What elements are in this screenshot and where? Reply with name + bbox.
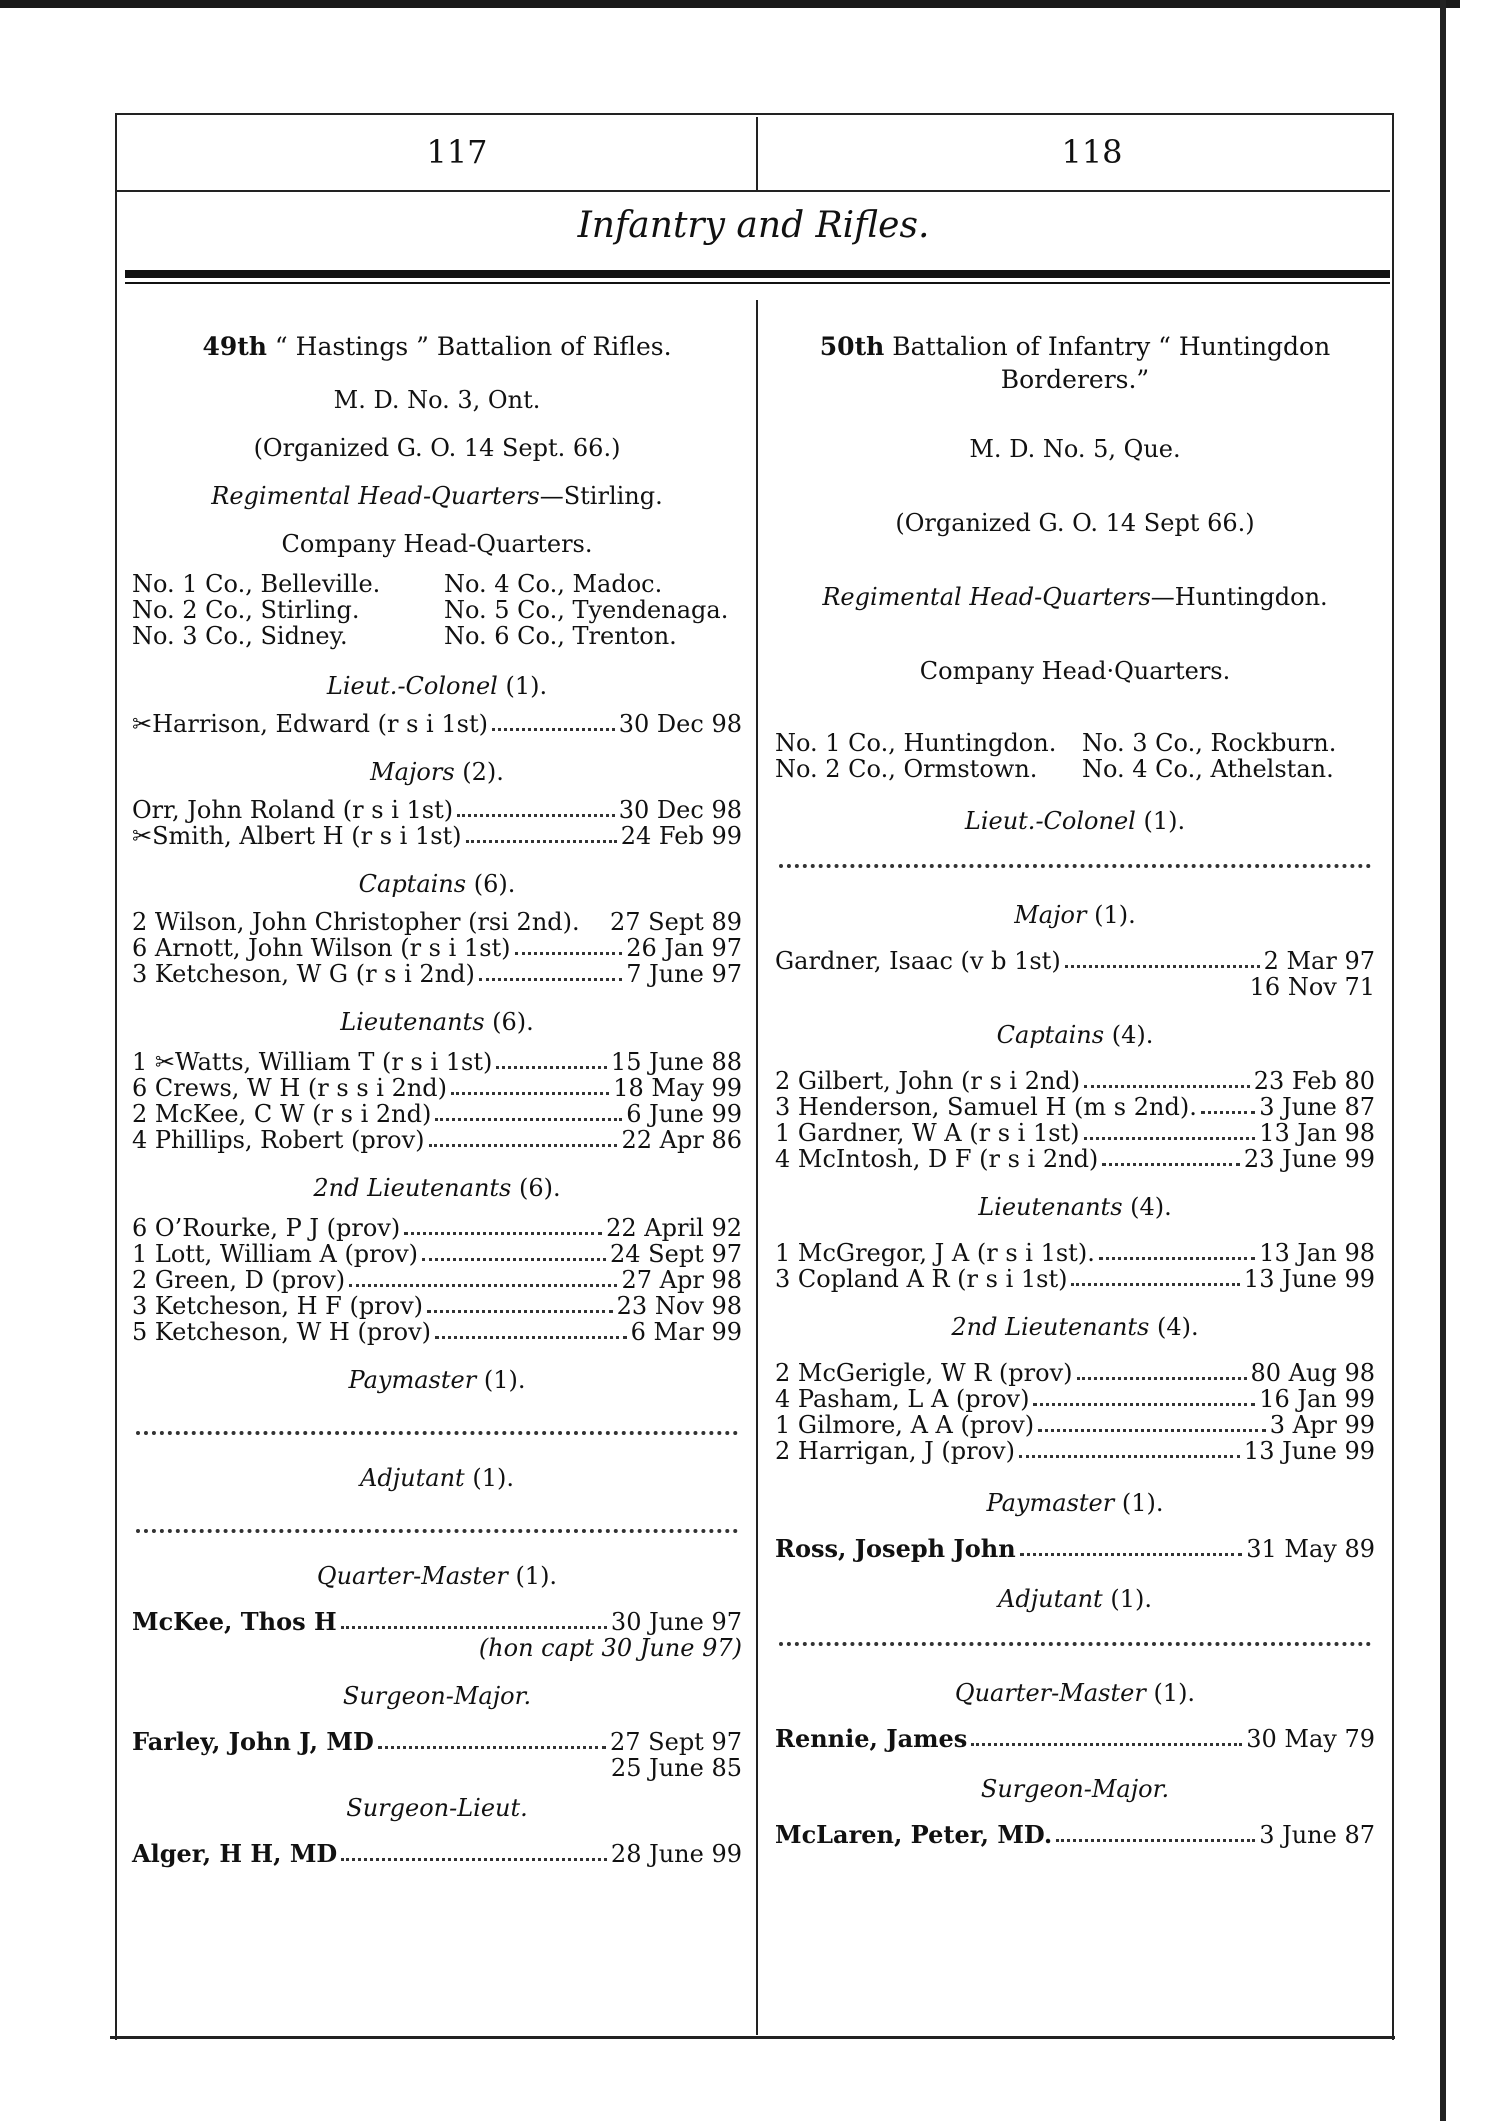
entry-date: 28 June 99 (610, 1840, 742, 1868)
entry-date: 30 June 97 (610, 1608, 742, 1636)
quartermaster-heading-label: Quarter-Master (954, 1679, 1146, 1707)
lt-col-heading (132, 673, 742, 699)
second-lieutenant-entry (132, 1319, 742, 1345)
second-lieutenant-entry (775, 1386, 1375, 1412)
entry-date: 6 June 99 (626, 1100, 742, 1128)
entry-date: 23 June 99 (1243, 1145, 1375, 1173)
quartermaster-entry (775, 1726, 1375, 1752)
captains-list (132, 909, 742, 987)
second-lieutenants-heading-label: 2nd Lieutenants (951, 1313, 1150, 1341)
paymaster-heading-count: (1). (483, 1366, 526, 1394)
second-lieutenant-entry (132, 1215, 742, 1241)
company-item: No. 1 Co., Huntingdon. (775, 729, 1057, 757)
major-entry (132, 823, 742, 849)
company-item: No. 4 Co., Athelstan. (1082, 755, 1334, 783)
battalion-name: Battalion of Infantry “ Huntingdon Borderers.” (892, 332, 1331, 394)
company-item: No. 4 Co., Madoc. (444, 570, 663, 598)
captain-entry (775, 1146, 1375, 1172)
battalion-number: 50th (819, 332, 885, 361)
regimental-hq-label: Regimental Head-Quarters (822, 583, 1151, 611)
entry-name: Alger, H H, MD (132, 1839, 338, 1868)
entry-date: 18 May 99 (613, 1074, 742, 1102)
regimental-hq (775, 584, 1375, 610)
surgeon-major-entry (132, 1729, 742, 1755)
second-lieutenant-entry (132, 1241, 742, 1267)
company-list (775, 730, 1375, 782)
adjutant-heading (132, 1465, 742, 1491)
quartermaster-entry (132, 1609, 742, 1635)
battalion-name: “ Hastings ” Battalion of Rifles. (274, 332, 672, 361)
second-lieutenants-heading (775, 1314, 1375, 1340)
captain-entry (132, 935, 742, 961)
lieutenants-heading-label: Lieutenants (340, 1008, 485, 1036)
second-lieutenants-list (775, 1360, 1375, 1464)
entry-name: 2 Gilbert, John (r s i 2nd) (775, 1067, 1081, 1095)
second-lieutenants-heading-label: 2nd Lieutenants (313, 1174, 512, 1202)
entry-date: 23 Nov 98 (616, 1292, 742, 1320)
entry-name: 2 Harrigan, J (prov) (775, 1437, 1015, 1465)
entry-name: 6 Crews, W H (r s s i 2nd) (132, 1074, 448, 1102)
entry-date: 6 Mar 99 (630, 1318, 742, 1346)
entry-name: 6 Arnott, John Wilson (r s i 1st) (132, 934, 511, 962)
lt-col-entry (132, 711, 742, 737)
company-item: No. 3 Co., Sidney. (132, 622, 348, 650)
paymaster-heading (775, 1490, 1375, 1516)
page-number-right: 118 (1061, 133, 1123, 171)
majors-heading (132, 759, 742, 785)
entry-name: 2 Green, D (prov) (132, 1266, 346, 1294)
entry-date: 3 Apr 99 (1269, 1411, 1375, 1439)
entry-date: 27 Sept 89 (610, 908, 742, 936)
lieutenant-entry (775, 1266, 1375, 1292)
paymaster-entry (775, 1536, 1375, 1562)
entry-date: 7 June 97 (626, 960, 742, 988)
company-list (132, 571, 742, 649)
page-number-left: 117 (426, 133, 488, 171)
entry-date: 22 Apr 86 (621, 1126, 742, 1154)
lieutenants-heading (775, 1194, 1375, 1220)
captains-heading-count: (4). (1111, 1021, 1154, 1049)
lieutenant-entry (132, 1101, 742, 1127)
surgeon-major-heading: Surgeon-Major. (980, 1775, 1170, 1803)
lt-col-heading-label: Lieut.-Colonel (326, 672, 498, 700)
surgeon-lieut-entry (132, 1841, 742, 1867)
quartermaster-heading-count: (1). (1153, 1679, 1196, 1707)
second-lieutenants-heading-count: (4). (1157, 1313, 1199, 1341)
company-item: No. 5 Co., Tyendenaga. (444, 596, 729, 624)
captain-entry (132, 961, 742, 987)
surgeon-major-second-date: 25 June 85 (610, 1754, 742, 1782)
entry-date: 13 June 99 (1243, 1265, 1375, 1293)
captain-entry (132, 909, 742, 935)
top-border-line (0, 0, 1460, 8)
entry-date: 30 May 79 (1246, 1725, 1375, 1753)
section-headline: Infantry and Rifles. (577, 205, 930, 246)
lieutenants-heading-count: (6). (492, 1008, 534, 1036)
entry-name: 1 ✂Watts, William T (r s i 1st) (132, 1048, 493, 1076)
adjutant-heading-label: Adjutant (360, 1464, 465, 1492)
entry-date: 30 Dec 98 (618, 710, 742, 738)
captains-heading (132, 871, 742, 897)
major-second-date: 16 Nov 71 (1249, 973, 1375, 1001)
entry-date: 13 Jan 98 (1259, 1119, 1375, 1147)
right-column-50th-battalion (775, 330, 1375, 1848)
adjutant-vacant-line (136, 1517, 738, 1533)
entry-name: McLaren, Peter, MD. (775, 1820, 1053, 1849)
entry-name: 1 Lott, William A (prov) (132, 1240, 419, 1268)
lieutenant-entry (775, 1240, 1375, 1266)
lieutenants-list (775, 1240, 1375, 1292)
entry-name: 3 Henderson, Samuel H (m s 2nd). (775, 1093, 1197, 1121)
entry-name: Gardner, Isaac (v b 1st) (775, 947, 1061, 975)
company-item: No. 3 Co., Rockburn. (1082, 729, 1337, 757)
lt-col-heading-count: (1). (505, 672, 548, 700)
adjutant-heading (775, 1586, 1375, 1612)
regimental-hq (132, 483, 742, 509)
entry-name: Farley, John J, MD (132, 1727, 374, 1756)
major-heading-label: Major (1014, 901, 1087, 929)
major-heading-count: (1). (1094, 901, 1136, 929)
entry-name: 6 O’Rourke, P J (prov) (132, 1214, 401, 1242)
entry-date: 27 Apr 98 (621, 1266, 742, 1294)
company-item: No. 6 Co., Trenton. (444, 622, 677, 650)
entry-name: 5 Ketcheson, W H (prov) (132, 1318, 432, 1346)
entry-name: ✂Smith, Albert H (r s i 1st) (132, 822, 462, 850)
second-lieutenant-entry (132, 1293, 742, 1319)
battalion-title (132, 330, 742, 363)
company-hq-heading: Company Head-Quarters. (281, 530, 593, 558)
entry-name: 1 McGregor, J A (r s i 1st). (775, 1239, 1095, 1267)
second-lieutenants-heading (132, 1175, 742, 1201)
regimental-hq-place: —Huntingdon. (1150, 583, 1328, 611)
captain-entry (775, 1120, 1375, 1146)
entry-name: 4 Phillips, Robert (prov) (132, 1126, 425, 1154)
paymaster-vacant-line (136, 1419, 738, 1435)
page-number-divider (756, 117, 758, 190)
organized-note: (Organized G. O. 14 Sept. 66.) (253, 434, 621, 462)
entry-name: 2 McGerigle, W R (prov) (775, 1359, 1073, 1387)
regimental-hq-place: —Stirling. (539, 482, 663, 510)
battalion-title (775, 330, 1375, 396)
quartermaster-heading (132, 1563, 742, 1589)
lt-col-heading-label: Lieut.-Colonel (964, 807, 1136, 835)
entry-date: 13 Jan 98 (1259, 1239, 1375, 1267)
organized-note: (Organized G. O. 14 Sept 66.) (895, 509, 1255, 537)
lieutenants-list (132, 1049, 742, 1153)
entry-date: 31 May 89 (1246, 1535, 1375, 1563)
entry-date: 27 Sept 97 (610, 1728, 742, 1756)
lieutenants-heading-count: (4). (1130, 1193, 1172, 1221)
company-hq-heading: Company Head·Quarters. (919, 657, 1231, 685)
entry-name: 3 Ketcheson, W G (r s i 2nd) (132, 960, 475, 988)
entry-name: Ross, Joseph John (775, 1534, 1016, 1563)
company-item: No. 1 Co., Belleville. (132, 570, 381, 598)
entry-name: Orr, John Roland (r s i 1st) (132, 796, 454, 824)
entry-name: 4 Pasham, L A (prov) (775, 1385, 1030, 1413)
entry-date: 3 June 87 (1259, 1821, 1375, 1849)
lt-col-heading (775, 808, 1375, 834)
military-district: M. D. No. 5, Que. (969, 435, 1181, 463)
majors-heading-label: Majors (370, 758, 455, 786)
military-district: M. D. No. 3, Ont. (333, 386, 541, 414)
entry-date: 3 June 87 (1259, 1093, 1375, 1121)
entry-date: 24 Feb 99 (620, 822, 742, 850)
majors-heading-count: (2). (462, 758, 504, 786)
entry-name: McKee, Thos H (132, 1607, 337, 1636)
regimental-hq-label: Regimental Head-Quarters (211, 482, 540, 510)
paymaster-heading-count: (1). (1121, 1489, 1164, 1517)
page-binding-edge (1440, 0, 1446, 2121)
surgeon-major-heading: Surgeon-Major. (342, 1682, 532, 1710)
second-lieutenant-entry (775, 1438, 1375, 1464)
entry-date: 13 June 99 (1243, 1437, 1375, 1465)
entry-date: 23 Feb 80 (1253, 1067, 1375, 1095)
lieutenant-entry (132, 1127, 742, 1153)
entry-name: 2 McKee, C W (r s i 2nd) (132, 1100, 432, 1128)
captains-heading-count: (6). (473, 870, 516, 898)
captains-list (775, 1068, 1375, 1172)
column-divider (756, 300, 758, 2035)
adjutant-vacant-line (779, 1630, 1371, 1646)
battalion-number: 49th (202, 332, 267, 361)
company-item: No. 2 Co., Ormstown. (775, 755, 1038, 783)
paymaster-heading-label: Paymaster (348, 1366, 477, 1394)
entry-name: ✂Harrison, Edward (r s i 1st) (132, 710, 488, 738)
entry-name: 3 Copland A R (r s i 1st) (775, 1265, 1068, 1293)
entry-date: 24 Sept 97 (610, 1240, 742, 1268)
entry-date: 22 April 92 (606, 1214, 742, 1242)
entry-date: 2 Mar 97 (1263, 947, 1375, 975)
second-lieutenants-heading-count: (6). (519, 1174, 561, 1202)
captain-entry (775, 1068, 1375, 1094)
quartermaster-heading-count: (1). (515, 1562, 558, 1590)
entry-name: 4 McIntosh, D F (r s i 2nd) (775, 1145, 1099, 1173)
quartermaster-honorary-note: (hon capt 30 June 97) (478, 1634, 742, 1662)
entry-name: 3 Ketcheson, H F (prov) (132, 1292, 424, 1320)
lt-col-heading-count: (1). (1143, 807, 1186, 835)
adjutant-heading-label: Adjutant (998, 1585, 1103, 1613)
major-entry (775, 948, 1375, 974)
second-lieutenants-list (132, 1215, 742, 1345)
second-lieutenant-entry (132, 1267, 742, 1293)
captains-heading-label: Captains (996, 1021, 1105, 1049)
entry-name: 1 Gilmore, A A (prov) (775, 1411, 1035, 1439)
majors-list (132, 797, 742, 849)
company-item: No. 2 Co., Stirling. (132, 596, 360, 624)
frame-bottom-rule (110, 2036, 1395, 2039)
entry-date: 15 June 88 (610, 1048, 742, 1076)
quartermaster-heading (775, 1680, 1375, 1706)
headline-rule-thick (125, 270, 1390, 278)
headline-rule-thin (125, 282, 1390, 284)
surgeon-lieut-heading: Surgeon-Lieut. (346, 1794, 528, 1822)
paymaster-heading-label: Paymaster (986, 1489, 1115, 1517)
entry-date: 80 Aug 98 (1250, 1359, 1375, 1387)
entry-name: 1 Gardner, W A (r s i 1st) (775, 1119, 1080, 1147)
paymaster-heading (132, 1367, 742, 1393)
lieutenants-heading-label: Lieutenants (978, 1193, 1123, 1221)
lieutenants-heading (132, 1009, 742, 1035)
adjutant-heading-count: (1). (472, 1464, 514, 1492)
second-lieutenant-entry (775, 1360, 1375, 1386)
left-column-49th-battalion (132, 330, 742, 1867)
lieutenant-entry (132, 1075, 742, 1101)
lieutenant-entry (132, 1049, 742, 1075)
entry-name: 2 Wilson, John Christopher (rsi 2nd). (132, 908, 580, 936)
page-number-row (117, 115, 1390, 192)
surgeon-major-entry (775, 1822, 1375, 1848)
major-entry (132, 797, 742, 823)
major-heading (775, 902, 1375, 928)
lt-col-vacant-line (779, 852, 1371, 868)
entry-date: 30 Dec 98 (618, 796, 742, 824)
entry-date: 16 Jan 99 (1259, 1385, 1375, 1413)
entry-name: Rennie, James (775, 1724, 968, 1753)
adjutant-heading-count: (1). (1110, 1585, 1152, 1613)
captain-entry (775, 1094, 1375, 1120)
captains-heading (775, 1022, 1375, 1048)
quartermaster-heading-label: Quarter-Master (316, 1562, 508, 1590)
second-lieutenant-entry (775, 1412, 1375, 1438)
captains-heading-label: Captains (358, 870, 467, 898)
entry-date: 26 Jan 97 (626, 934, 742, 962)
